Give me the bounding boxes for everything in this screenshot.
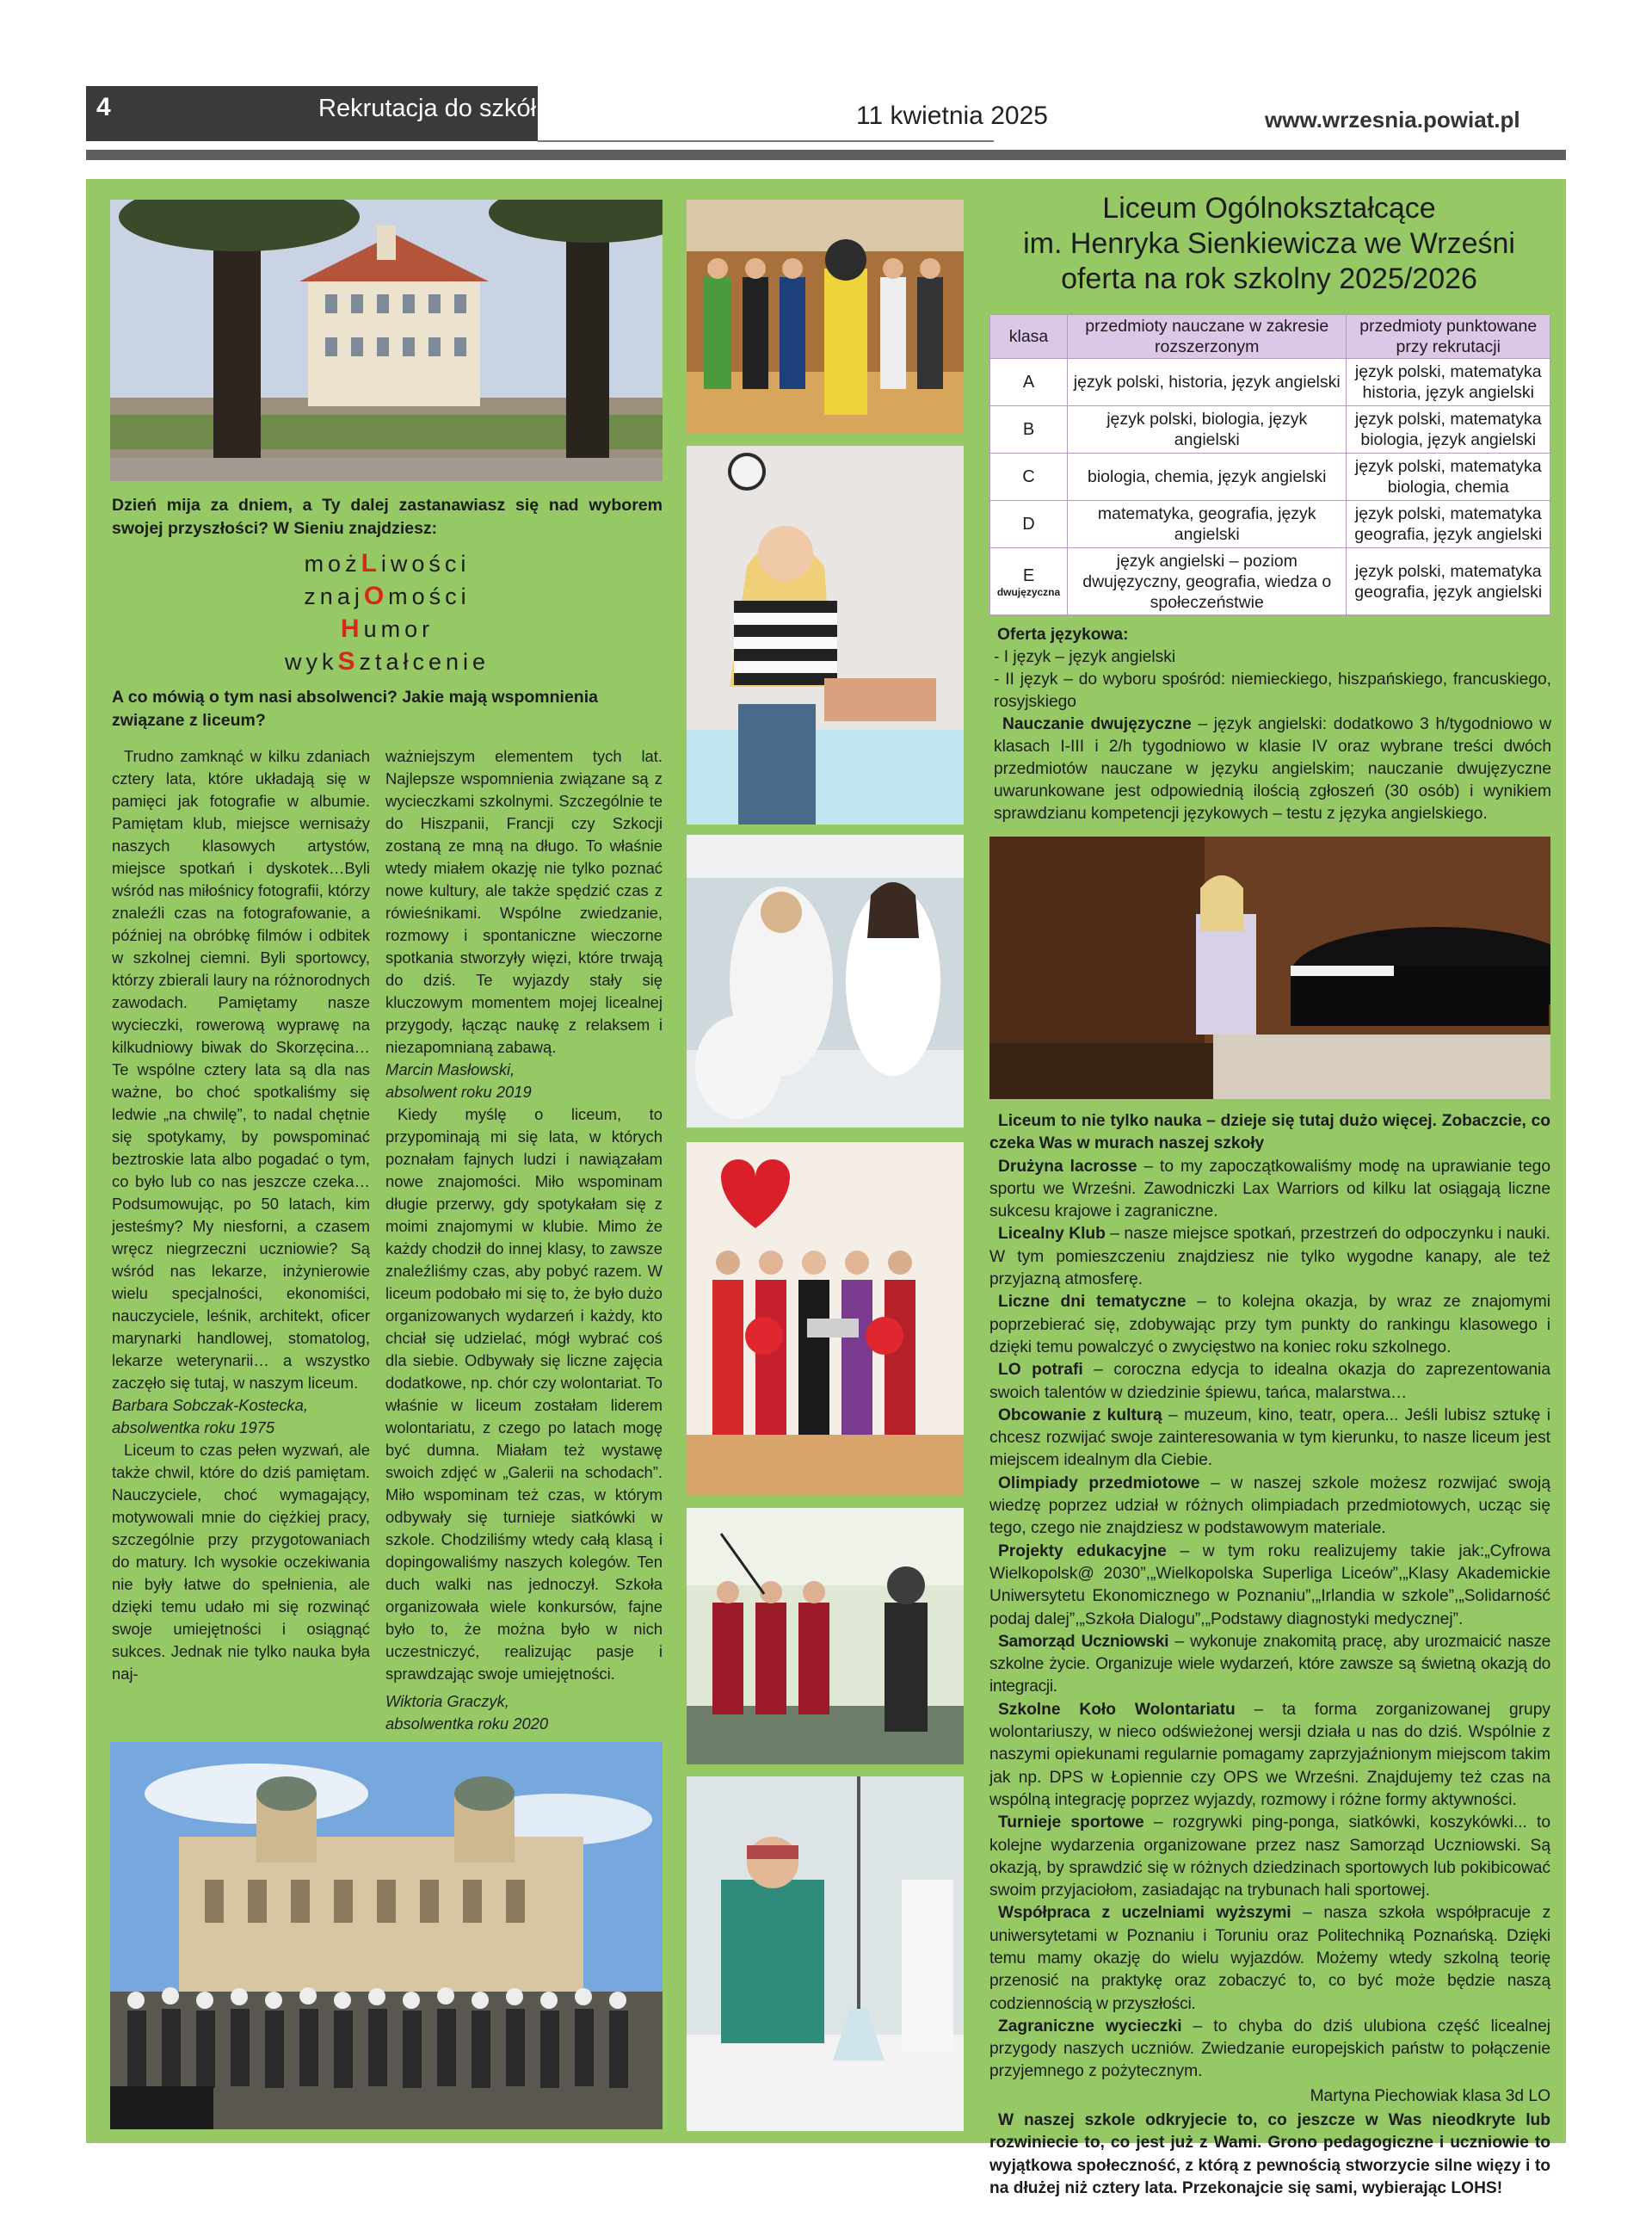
list-item-text: – w tym roku realizujemy takie jak:„Cyfrowa Wielkopolsk@ 2030”,„Wielkopolska Superliga Liceów”,„Klasy Akademickie Uniwersytetu Ekonomicznego w Poznaniu”,„Irlandia w szkole”,„Solidarność podaj dalej”,„Szkoła Dialogu”,„Podstawy diagnostyki medycznej”. — [989, 1541, 1550, 1628]
language-offer — [994, 624, 1551, 825]
class-offer-table — [989, 314, 1550, 615]
list-item — [989, 1902, 1550, 2015]
acrostic-text: umor — [363, 616, 435, 642]
extended-subjects: język polski, biologia, język angielski — [1068, 406, 1347, 454]
table-row — [990, 454, 1550, 501]
acrostic-line — [112, 613, 663, 646]
header-scored-subjects: przedmioty punktowane przy rekrutacji — [1347, 315, 1550, 359]
section-title: Rekrutacja do szkół — [318, 95, 537, 122]
class-letter — [990, 359, 1068, 406]
list-item-label: Obcowanie z kulturą — [998, 1405, 1162, 1424]
school-patron: im. Henryka Sienkiewicza we Wrześni — [1023, 227, 1515, 260]
class-letter — [990, 406, 1068, 454]
scored-subjects: język polski, matematyka biologia, chemia — [1347, 454, 1550, 501]
first-language: - I język – język angielski — [994, 648, 1176, 666]
school-life-section — [989, 1110, 1550, 2200]
website-link[interactable]: www.wrzesnia.powiat.pl — [1265, 107, 1520, 133]
list-item — [989, 1812, 1550, 1902]
sports-award-photo — [687, 200, 964, 434]
header-rule — [86, 150, 1566, 160]
list-item-label: Turnieje sportowe — [998, 1813, 1144, 1832]
graduates-question: A co mówią o tym nasi absolwenci? Jakie mają wspomnienia związane z liceum? — [112, 688, 598, 730]
list-item-label: Szkolne Koło Wolontariatu — [998, 1700, 1236, 1719]
acrostic-line — [112, 646, 663, 678]
extended-subjects: język angielski – poziom dwujęzyczny, geografia, wiedza o społeczeństwie — [1068, 548, 1347, 615]
testimonial-signature-role: absolwentka roku 2020 — [385, 1714, 549, 1733]
testimonial-signature-role: absolwent roku 2019 — [385, 1083, 532, 1101]
class-letter-text: D — [1022, 515, 1035, 534]
testimonial-signature: Marcin Masłowski, — [385, 1060, 515, 1078]
school-name: Liceum Ogólnokształcące — [1102, 192, 1436, 225]
list-item — [989, 1541, 1550, 1631]
list-item-label: Liczne dni tematyczne — [998, 1293, 1187, 1312]
acrostic-letter: H — [340, 615, 364, 643]
closing-statement: W naszej szkole odkryjecie to, co jeszcze w Was nieodkryte lub rozwiniecie to, co jest już z Wami. Grono pedagogiczne i uczniowie to wyjątkowa społeczność, z którą z pewnością stworzycie silne więzy i to na dłużej niż cztery lata. Przekonajcie się sami, wybierając LOHS! — [989, 2111, 1550, 2197]
class-letter — [990, 501, 1068, 548]
acrostic-letter: O — [363, 582, 389, 610]
school-building-photo — [110, 200, 663, 481]
list-item — [989, 2016, 1550, 2084]
extended-subjects: matematyka, geografia, język angielski — [1068, 501, 1347, 548]
list-item-label: Projekty edukacyjne — [998, 1541, 1167, 1560]
article-author: Martyna Piechowiak klasa 3d LO — [1310, 2086, 1550, 2105]
scored-subjects: język polski, matematyka historia, język angielski — [1347, 359, 1550, 406]
list-item — [989, 1631, 1550, 1699]
monte-carlo-trip-photo — [110, 1742, 663, 2129]
table-row — [990, 501, 1550, 548]
acrostic-text: iwości — [380, 551, 471, 577]
testimonial-signature: Barbara Sobczak-Kostecka, — [112, 1396, 308, 1414]
scored-subjects: język polski, matematyka geografia, język angielski — [1347, 548, 1550, 615]
table-row — [990, 406, 1550, 454]
bilingual-label: Nauczanie dwujęzyczne — [1002, 715, 1192, 733]
list-item — [989, 1473, 1550, 1541]
bilingual-text: – język angielski: dodatkowo 3 h/tygodniowo w klasach I-III i 2/h tygodniowo w klasie IV oraz wybrane treści dwóch przedmiotów nauczane w języku angielskim; nauczanie dwujęzyczne uwarunkowane jest odpowiednią ilością zgłoszeń (30 osób) i wynikiem sprawdzianu kompetencji językowych – testu z języka angielskiego. — [994, 715, 1551, 823]
list-item — [989, 1291, 1550, 1359]
list-item-text: – nasze miejsce spotkań, przestrzeń do odpoczynku i nauki. W tym pomieszczeniu znajdziesz nie tylko wygodne kanapy, ale też przyjazną atmosferę. — [989, 1225, 1550, 1289]
list-item-label: Samorząd Uczniowski — [998, 1632, 1169, 1651]
acrostic-text: znaj — [304, 584, 364, 609]
bilingual-note: dwujęzyczna — [996, 585, 1061, 598]
school-life-lead: Liceum to nie tylko nauka – dzieje się tutaj dużo więcej. Zobaczcie, co czeka Was w murach naszej szkoły — [989, 1112, 1550, 1153]
table-row — [990, 359, 1550, 406]
list-item — [989, 1359, 1550, 1405]
list-item-text: – wykonuje znakomitą pracę, aby urozmaicić nasze szkolne życie. Organizuje wiele wydarzeń, które zawsze są świetną okazją do integracji. — [989, 1632, 1551, 1696]
list-item-text: – ta forma zorganizowanej grupy wolontariuszy, w nieco odświeżonej wersji działa u nas do dziś. Wspólnie z naszymi opiekunami regularnie pomagamy zaprzyjaźnionym miejscom takim jak np. DPS w Łopiennie czy OPS we Wrześni. Znajdujemy też czas na wspólną integrację poprzez wyjazdy, rozmowy i różne formy aktywności. — [989, 1700, 1550, 1809]
list-item-text: – nasza szkoła współpracuje z uniwersytetami w Poznaniu i Toruniu oraz Politechniką Poznańską. Dzięki temu mamy okazję do wielu wyjazdów. Możemy wtedy szkolną teorię przenosić na praktykę oraz zobaczyć to, co być może będzie naszą codziennością w przyszłości. — [989, 1904, 1551, 2013]
testimonial-signature-role: absolwentka roku 1975 — [112, 1418, 275, 1436]
issue-date: 11 kwietnia 2025 — [856, 102, 1048, 130]
header-extended-subjects: przedmioty nauczane w zakresie rozszerzonym — [1068, 315, 1347, 359]
list-item-label: Licealny Klub — [998, 1225, 1106, 1244]
lab-experiment-photo — [687, 1776, 964, 2131]
testimonial-text: Kiedy myślę o liceum, to przypominają mi się lata, w których poznałam fajnych ludzi i nawiązałam nowe znajomości. Miło wspominam długie przerwy, gdy spotykałam się z moimi znajomymi w klubie. Mimo że każdy chodził do innej klasy, to zawsze znaleźliśmy czas, aby pobyć razem. W liceum podobało mi się to, że było dużo organizowanych wydarzeń i każdy, kto chciał się udzielać, mógł wybrać coś dla siebie. Odbywały się liczne zajęcia dodatkowe, np. chór czy wolontariat. To właśnie w liceum zostałam liderem wolontariatu, z czego po latach mogę być dumna. Miałam też wystawę swoich zdjęć w „Galerii na schodach”. Miło wspominam też czas, w którym odbywały się turnieje siatkówki w szkole. Chodziliśmy wtedy całą klasą i dopingowaliśmy naszych kolegów. Ten duch walki nas jednoczył. Szkoła organizowała wiele konkursów, fajne było to, że można było w nich uczestniczyć, realizując pasje i sprawdzając swoje umiejętności. — [385, 1105, 663, 1683]
second-language: - II język – do wyboru spośród: niemieckiego, hiszpańskiego, francuskiego, rosyjskiego — [994, 670, 1551, 711]
list-item — [989, 1699, 1550, 1812]
list-item-label: Zagraniczne wycieczki — [998, 2017, 1182, 2035]
acrostic-text: ztałcenie — [359, 649, 490, 675]
testimonial-column-1 — [112, 745, 370, 1685]
offer-year: oferta na rok szkolny 2025/2026 — [1061, 263, 1477, 295]
bilingual-teaching — [994, 713, 1551, 825]
valentines-group-photo — [687, 1142, 964, 1495]
class-letter-text: B — [1022, 420, 1035, 439]
table-header-row — [990, 315, 1550, 359]
list-item-label: Olimpiady przedmiotowe — [998, 1473, 1200, 1492]
acrostic-text: moż — [304, 551, 361, 577]
acrostic-line — [112, 547, 663, 580]
language-offer-heading: Oferta językowa: — [997, 626, 1129, 644]
acrostic-letter: S — [337, 647, 360, 676]
testimonial-text: Trudno zamknąć w kilku zdaniach cztery lata, które układają się w pamięci jak fotografie w albumie. Pamiętam klub, miejsce wernisaży naszych klasowych artystów, miejsce spotkań i dyskotek…Byli wśród nas miłośnicy fotografii, którzy znaleźli czas na fotografowanie, a później na obróbkę filmów i odbitek w szkolnej ciemni. Byli sportowcy, którzy zbierali laury na różnorodnych zawodach. Pamiętamy nasze wycieczki, rowerową wyprawę na kilkudniowy biwak do Skorzęcina… Te wspólne cztery lata są dla nas ważne, bo choć spotkaliśmy się ledwie „na chwilę”, to nadal chętnie się spotykamy, by powspominać beztroskie lata albo pogadać o tym, co było lub co nas jeszcze czeka… Podsumowując, po 50 latach, kim jesteśmy? My niesforni, a czasem wręcz niegrzeczni uczniowie? Są wśród nas lekarze, inżynierowie wielu specjalności, ekonomiści, nauczyciele, leśnik, architekt, oficer marynarki handlowej, stomatolog, lekarze weterynarii… a wszystko zaczęło się tutaj, w naszym liceum. — [112, 747, 370, 1392]
scored-subjects: język polski, matematyka biologia, język angielski — [1347, 406, 1550, 454]
lacrosse-team-photo — [687, 1508, 964, 1764]
extended-subjects: biologia, chemia, język angielski — [1068, 454, 1347, 501]
chemistry-class-photo — [687, 835, 964, 1127]
list-item-text: – to kolejna okazja, by wraz ze znajomymi poprzebierać się, zdobywając przy tym punkty do rankingu klasowego i dzięki temu powalczyć o zwycięstwo na koniec roku szkolnego. — [989, 1293, 1550, 1356]
acrostic — [112, 547, 663, 678]
table-row — [990, 548, 1550, 615]
school-title — [989, 191, 1549, 297]
testimonial-text: ważniejszym elementem tych lat. Najlepsze wspomnienia związane są z wycieczkami szkolnymi. Szczególnie te do Hiszpanii, Francji czy Szkocji zostaną ze mną na długo. To właśnie wtedy miałem okazję nie tylko poznać nowe kultury, ale także spędzić czas z rówieśnikami. Wspólne zwiedzanie, rozmowy i spontaniczne wieczorne spotkania stworzyły więzi, które trwają do dziś. Te wyjazdy stały się kluczowym momentem mojej licealnej przygody, łącząc naukę z relaksem i niezapomnianą zabawą. — [385, 747, 663, 1056]
acrostic-line — [112, 580, 663, 613]
testimonial-text: Liceum to czas pełen wyzwań, ale także chwil, które do dziś pamiętam. Nauczyciele, choć wymagający, motywowali mnie do ciężkiej pracy, szczególnie przy przygotowaniach do matury. Ich wysokie oczekiwania nie były łatwe do spełnienia, ale dzięki temu udało mi się rozwinąć swoje umiejętności i osiągnąć sukces. Jednak nie tylko nauka była naj- — [112, 1441, 370, 1683]
acrostic-text: mości — [388, 584, 471, 609]
header-class: klasa — [990, 315, 1068, 359]
list-item-text: – to chyba do dziś ulubiona część licealnej przygody naszych uczniów. Zwiedzanie europejskich państw to połączenie przyjemnego z pożytecznym. — [989, 2017, 1551, 2081]
acrostic-letter: L — [361, 549, 381, 578]
list-item-text: – w naszej szkole możesz rozwijać swoją wiedzę poprzez udział w różnych olimpiadach przedmiotowych, ucząc się tego, czego nie znajdziesz w podstawowym materiale. — [989, 1473, 1550, 1538]
class-letter — [990, 548, 1068, 615]
class-letter-text: E — [1022, 565, 1035, 585]
lab-student-photo — [687, 446, 964, 825]
list-item-text: – to my zapoczątkowaliśmy modę na uprawianie tego sportu we Wrześni. Zawodniczki Lax Warriors od kilku lat osiągają liczne sukcesu krajowe i zagraniczne. — [989, 1157, 1551, 1221]
list-item-text: – coroczna edycja to idealna okazja do zaprezentowania swoich talentów w dziedzinie śpiewu, tańca, malarstwa… — [989, 1361, 1550, 1402]
acrostic-text: wyk — [284, 649, 338, 675]
list-item-text: – rozgrywki ping-ponga, siatkówki, koszykówki... to kolejne wydarzenia organizowane przez nasz Samorząd Uczniowski. Są okazją, by sprawdzić się w różnych dziedzinach sportowych lub pokibicować swoim przyjaciołom, zasiadając na trybunach hali sportowej. — [989, 1813, 1551, 1900]
list-item — [989, 1405, 1550, 1473]
list-item — [989, 1156, 1550, 1224]
list-item-label: LO potrafi — [998, 1361, 1083, 1380]
list-item-label: Współpraca z uczelniami wyższymi — [998, 1904, 1291, 1923]
list-item-label: Drużyna lacrosse — [998, 1157, 1137, 1176]
list-item-text: – muzeum, kino, teatr, opera... Jeśli lubisz sztukę i chcesz rozwijać swoje zainteresowania w tym kierunku, to nasze liceum jest miejscem idealnym dla Ciebie. — [989, 1405, 1550, 1470]
piano-performance-photo — [989, 837, 1550, 1099]
scored-subjects: język polski, matematyka geografia, język angielski — [1347, 501, 1550, 548]
page-number: 4 — [96, 93, 111, 121]
class-letter-text: A — [1022, 373, 1035, 392]
class-letter-text: C — [1022, 467, 1035, 486]
list-item — [989, 1223, 1550, 1291]
testimonial-column-2 — [385, 745, 663, 1735]
extended-subjects: język polski, historia, język angielski — [1068, 359, 1347, 406]
class-letter — [990, 454, 1068, 501]
testimonial-signature: Wiktoria Graczyk, — [385, 1692, 509, 1710]
masthead — [0, 0, 1652, 164]
intro-lead: Dzień mija za dniem, a Ty dalej zastanawiasz się nad wyborem swojej przyszłości? W Sieniu znajdziesz: — [112, 496, 663, 538]
header-divider — [538, 140, 994, 142]
